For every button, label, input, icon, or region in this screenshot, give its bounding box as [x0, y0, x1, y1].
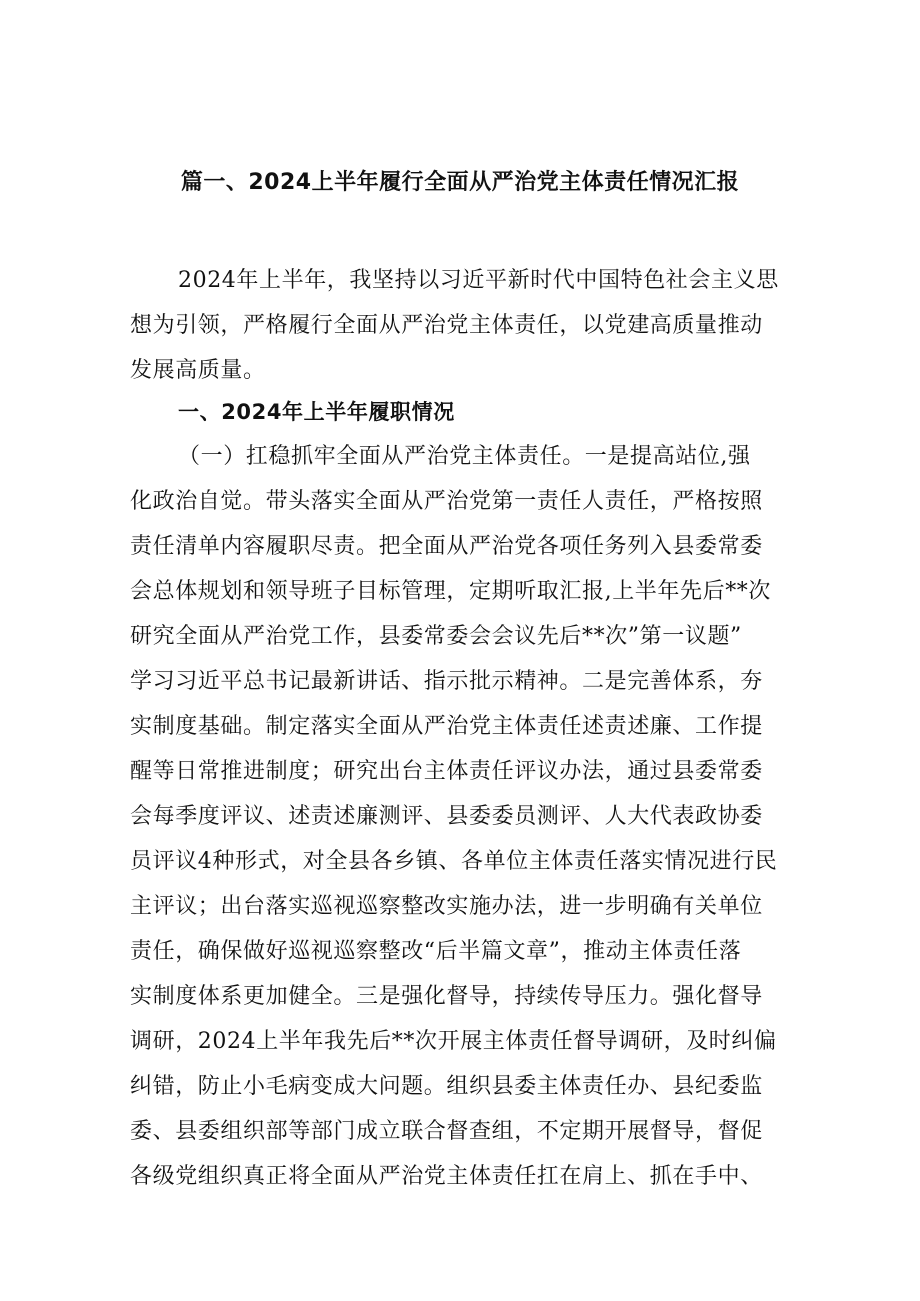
body-paragraph	[130, 434, 790, 1199]
body-line: 实制度体系更加健全。三是强化督导，持续传导压力。强化督导	[130, 984, 763, 1009]
document-title: 篇一、2024上半年履行全面从严治党主体责任情况汇报	[180, 170, 740, 195]
intro-line: 2024年上半年，我坚持以习近平新时代中国特色社会主义思	[178, 268, 779, 293]
intro-paragraph	[130, 258, 790, 393]
intro-line: 发展高质量。	[130, 358, 266, 383]
body-line: 会总体规划和领导班子目标管理，定期听取汇报,上半年先后**次	[130, 579, 771, 604]
body-line: 醒等日常推进制度；研究出台主体责任评议办法，通过县委常委	[130, 759, 763, 784]
body-line: 员评议4种形式，对全县各乡镇、各单位主体责任落实情况进行民	[130, 849, 778, 874]
body-line: 委、县委组织部等部门成立联合督查组，不定期开展督导，督促	[130, 1119, 763, 1144]
body-line: 纠错，防止小毛病变成大问题。组织县委主体责任办、县纪委监	[130, 1074, 763, 1099]
section-heading: 一、2024年上半年履职情况	[178, 400, 455, 424]
intro-line: 想为引领，严格履行全面从严治党主体责任，以党建高质量推动	[130, 313, 763, 338]
body-line: 责任清单内容履职尽责。把全面从严治党各项任务列入县委常委	[130, 534, 763, 559]
body-line: 会每季度评议、述责述廉测评、县委委员测评、人大代表政协委	[130, 804, 763, 829]
body-line: 责任，确保做好巡视巡察整改“后半篇文章”，推动主体责任落	[130, 939, 742, 964]
body-line: 化政治自觉。带头落实全面从严治党第一责任人责任，严格按照	[130, 489, 763, 514]
body-line: 调研，2024上半年我先后**次开展主体责任督导调研，及时纠偏	[130, 1029, 777, 1054]
body-line: 学习习近平总书记最新讲话、指示批示精神。二是完善体系，夯	[130, 669, 763, 694]
body-line: 主评议；出台落实巡视巡察整改实施办法，进一步明确有关单位	[130, 894, 763, 919]
body-line: （一）扛稳抓牢全面从严治党主体责任。一是提高站位,强	[178, 444, 751, 469]
section-heading-block	[130, 390, 790, 435]
body-line: 实制度基础。制定落实全面从严治党主体责任述责述廉、工作提	[130, 714, 763, 739]
body-line: 各级党组织真正将全面从严治党主体责任扛在肩上、抓在手中、	[130, 1164, 763, 1189]
body-line: 研究全面从严治党工作，县委常委会会议先后**次”第一议题”	[130, 624, 742, 649]
